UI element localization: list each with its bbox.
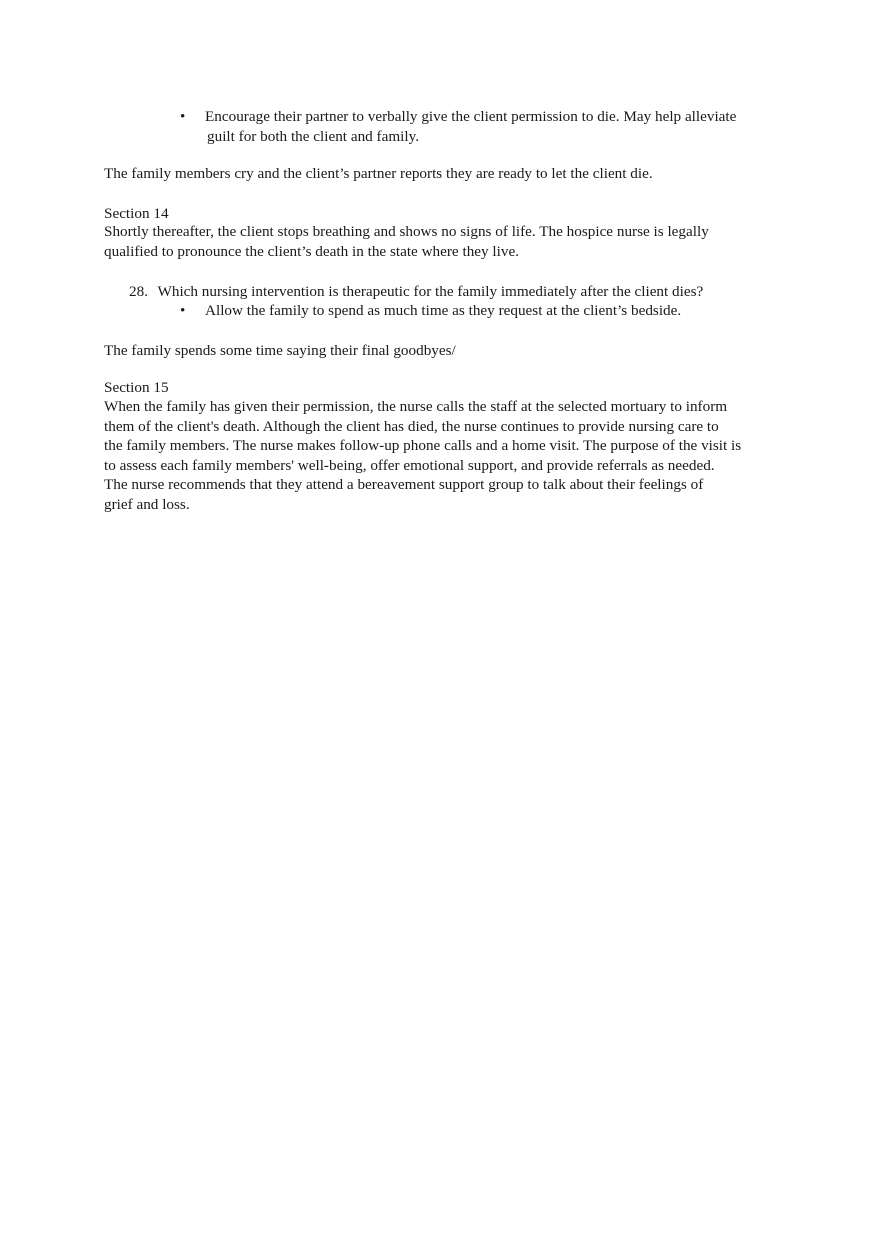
bullet-line: Encourage their partner to verbally give the client permission to die. May help alleviate — [205, 108, 737, 125]
paragraph-line: qualified to pronounce the client’s death in the state where they live. — [104, 242, 519, 260]
bullet-text — [205, 107, 736, 146]
paragraph-line: grief and loss. — [104, 495, 190, 513]
section-paragraph — [104, 222, 784, 261]
section-heading: Section 15 — [104, 379, 169, 396]
paragraph-line: the family members. The nurse makes follow-up phone calls and a home visit. The purpose of the visit is — [104, 437, 742, 454]
section-heading: Section 14 — [104, 205, 169, 222]
answer-text: Allow the family to spend as much time as they request at the client’s bedside. — [205, 302, 682, 319]
bullet-line: guilt for both the client and family. — [207, 127, 420, 145]
paragraph-line: The nurse recommends that they attend a bereavement support group to talk about their feelings of — [104, 476, 704, 493]
paragraph-line: to assess each family members' well-being, offer emotional support, and provide referrals as needed. — [104, 456, 715, 474]
question-number: 28. — [129, 283, 148, 300]
paragraph: The family members cry and the client’s partner reports they are ready to let the client die. — [104, 165, 653, 182]
answer-bullet — [180, 301, 681, 321]
bullet-item — [180, 107, 736, 146]
bullet-symbol: • — [180, 108, 186, 125]
paragraph: The family spends some time saying their final goodbyes/ — [104, 342, 456, 359]
question — [129, 282, 703, 302]
section-paragraph — [104, 397, 784, 514]
paragraph-line: Shortly thereafter, the client stops breathing and shows no signs of life. The hospice nurse is legally — [104, 223, 709, 240]
paragraph-line: them of the client's death. Although the client has died, the nurse continues to provide nursing care to — [104, 417, 719, 435]
bullet-symbol: • — [180, 302, 186, 319]
question-text: Which nursing intervention is therapeutic for the family immediately after the client dies? — [157, 283, 704, 300]
paragraph-line: When the family has given their permission, the nurse calls the staff at the selected mortuary to inform — [104, 398, 728, 415]
